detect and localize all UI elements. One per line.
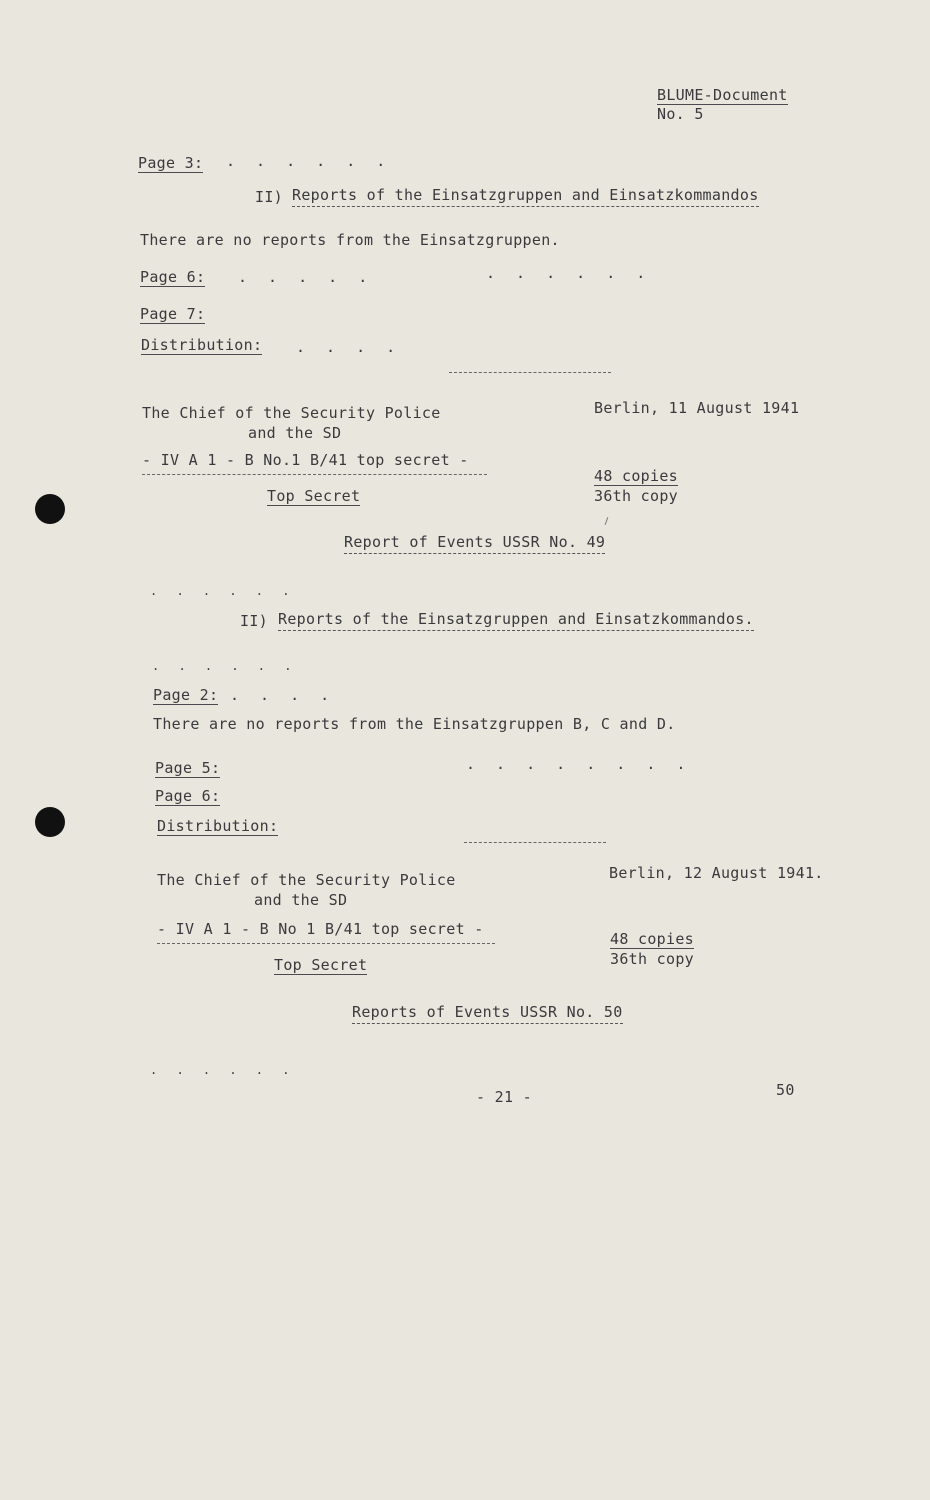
report49-title: Report of Events USSR No. 49 — [344, 533, 605, 554]
distribution-label-2: Distribution: — [157, 817, 279, 835]
separator-rule-2 — [464, 842, 606, 843]
report50-title: Reports of Events USSR No. 50 — [352, 1003, 623, 1024]
page6-label: Page 6: — [140, 268, 206, 286]
report49-reference-rule — [142, 474, 487, 475]
report49-chief-line2: and the SD — [248, 424, 342, 442]
page2-ellipsis: . . . . — [230, 686, 336, 704]
section1-heading-number: II) — [255, 188, 283, 206]
punch-hole-bottom — [35, 807, 65, 837]
page7-label: Page 7: — [140, 305, 206, 323]
page6-ellipsis: . . . . . — [238, 268, 374, 286]
report49-copy-number: 36th copy — [594, 487, 678, 505]
page2-label: Page 2: — [153, 686, 219, 704]
report49-copies: 48 copies — [594, 467, 678, 485]
document-number: No. 5 — [657, 105, 704, 123]
distribution-ellipsis: . . . . — [296, 338, 402, 356]
report50-classification: Top Secret — [274, 956, 368, 974]
page-number-center: - 21 - — [476, 1088, 532, 1106]
page3-ellipsis: . . . . . . — [226, 152, 392, 170]
report49-chief-line1: The Chief of the Security Police — [142, 404, 441, 422]
report50-copy-number: 36th copy — [610, 950, 694, 968]
page3-label: Page 3: — [138, 154, 204, 172]
page5-label: Page 5: — [155, 759, 221, 777]
report49-ellipsis-2: . . . . . . — [152, 659, 298, 673]
report50-chief-line2: and the SD — [254, 891, 348, 909]
punch-hole-top — [35, 494, 65, 524]
section1-no-reports: There are no reports from the Einsatzgruppen. — [140, 231, 560, 249]
page6-label-2: Page 6: — [155, 787, 221, 805]
pen-mark — [605, 517, 609, 525]
distribution-label: Distribution: — [141, 336, 263, 354]
report49-reference: - IV A 1 - B No.1 B/41 top secret - — [142, 451, 469, 469]
report50-chief-line1: The Chief of the Security Police — [157, 871, 456, 889]
separator-rule-1 — [449, 372, 611, 373]
report50-ellipsis: . . . . . . — [150, 1063, 296, 1077]
page6-ellipsis-right: . . . . . . — [486, 264, 652, 282]
report49-heading: Reports of the Einsatzgruppen and Einsatzkommandos. — [278, 610, 754, 631]
page5-ellipsis: . . . . . . . . — [466, 755, 692, 773]
document-label: BLUME-Document — [657, 86, 788, 104]
report50-reference: - IV A 1 - B No 1 B/41 top secret - — [157, 920, 484, 938]
report49-classification: Top Secret — [267, 487, 361, 505]
report50-place-date: Berlin, 12 August 1941. — [609, 864, 824, 882]
report50-copies: 48 copies — [610, 930, 694, 948]
report49-ellipsis: . . . . . . — [150, 584, 296, 598]
section1-heading: Reports of the Einsatzgruppen and Einsatzkommandos — [292, 186, 759, 207]
report50-reference-rule — [157, 943, 495, 944]
page-number-right: 50 — [776, 1081, 795, 1099]
report49-place-date: Berlin, 11 August 1941 — [594, 399, 800, 417]
report49-heading-number: II) — [240, 612, 268, 630]
report49-no-reports: There are no reports from the Einsatzgruppen B, C and D. — [153, 715, 676, 733]
